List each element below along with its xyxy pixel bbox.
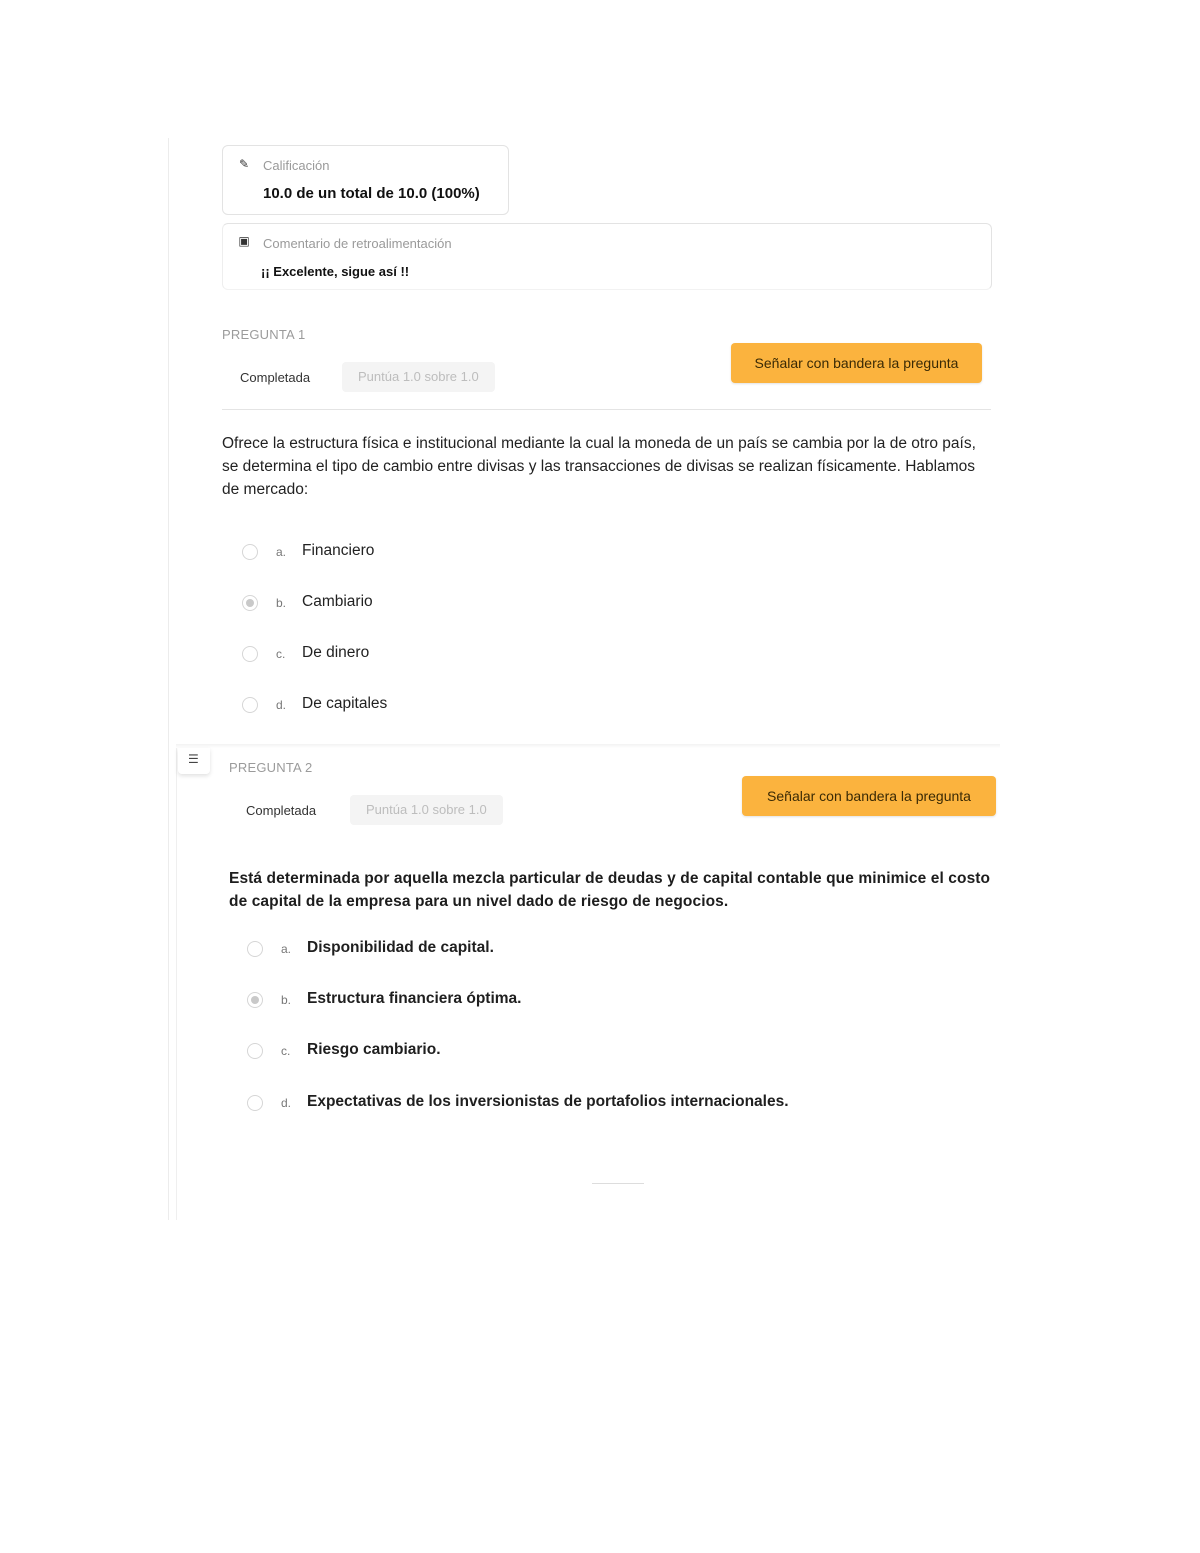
option-text: De capitales [302,695,388,712]
pencil-icon: ✎ [238,157,250,171]
option-text: Financiero [302,542,375,559]
option-letter: c. [276,647,286,661]
option-letter: a. [281,942,292,956]
option-text: Riesgo cambiario. [307,1041,441,1058]
radio-button-checked[interactable] [247,992,263,1008]
answer-option[interactable] [247,1041,887,1063]
score-badge: Puntúa 1.0 sobre 1.0 [350,795,503,825]
radio-button[interactable] [242,544,258,560]
option-text: Expectativas de los inversionistas de portafolios internacionales. [307,1093,789,1110]
flag-question-button[interactable]: Señalar con bandera la pregunta [731,343,982,383]
option-text: Disponibilidad de capital. [307,939,494,956]
flag-question-button[interactable]: Señalar con bandera la pregunta [742,776,996,816]
radio-button[interactable] [242,697,258,713]
grade-label: Calificación [263,158,330,173]
option-letter: a. [276,545,287,559]
divider [222,409,991,410]
question-nav-tab[interactable] [178,748,210,774]
question-status: Completada [246,803,317,818]
question-label: PREGUNTA 1 [222,327,306,342]
option-letter: c. [281,1044,291,1058]
radio-button[interactable] [247,1095,263,1111]
grade-card [222,145,509,215]
page-left-border-inner [176,748,177,1220]
comment-icon: ▣ [238,234,250,248]
page-left-border [168,138,169,1220]
option-letter: d. [276,698,287,712]
panel-separator [176,744,1000,748]
feedback-label: Comentario de retroalimentación [263,236,452,251]
radio-button[interactable] [247,1043,263,1059]
question-text: Está determinada por aquella mezcla particular de deudas y de capital contable que minimice el costo de capital de la empresa para un nivel dado de riesgo de negocios. [229,870,991,910]
radio-button[interactable] [247,941,263,957]
footer-divider [592,1183,644,1184]
radio-button-checked[interactable] [242,595,258,611]
option-text: De dinero [302,644,370,661]
question-text: Ofrece la estructura física e institucional mediante la cual la moneda de un país se cambia por la de otro país, se determina el tipo de cambio entre divisas y las transacciones de divisas se realizan físicamente. Hablamos de mercado: [222,435,976,498]
score-badge: Puntúa 1.0 sobre 1.0 [342,362,495,392]
answer-option[interactable] [247,1093,887,1115]
answer-option[interactable] [242,644,642,666]
question-status: Completada [240,370,311,385]
radio-button[interactable] [242,646,258,662]
answer-option[interactable] [247,939,887,961]
option-letter: b. [276,596,287,610]
list-icon: ☰ [188,752,199,766]
grade-value: 10.0 de un total de 10.0 (100%) [263,185,480,202]
answer-option[interactable] [242,695,642,717]
question-label: PREGUNTA 2 [229,760,313,775]
answer-option-selected[interactable] [242,593,642,615]
feedback-value: ¡¡ Excelente, sigue así !! [261,264,410,279]
feedback-card [222,223,992,290]
answer-option-selected[interactable] [247,990,887,1012]
option-letter: d. [281,1096,292,1110]
answer-option[interactable] [242,542,642,564]
option-text: Cambiario [302,593,373,610]
option-text: Estructura financiera óptima. [307,990,522,1007]
option-letter: b. [281,993,292,1007]
